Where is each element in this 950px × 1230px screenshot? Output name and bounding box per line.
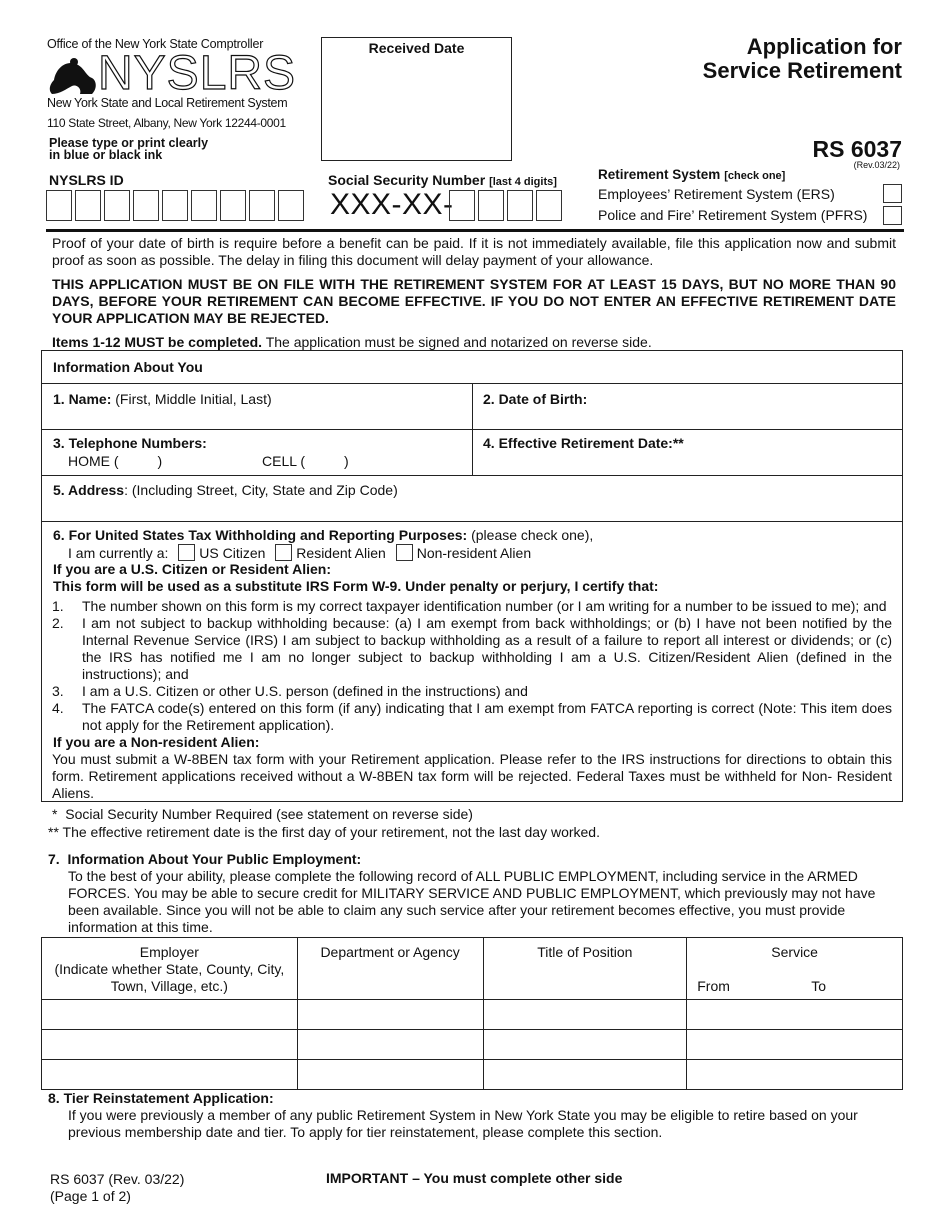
footer-page: (Page 1 of 2): [50, 1188, 131, 1204]
nonresident-text: You must submit a W-8BEN tax form with your Retirement application. Please refer to the IRS instructions for directions to obtain this form. Retirement applications received without a W-8BEN tax form will be rejected. Federal Taxes must be withheld for Non- Resident Aliens.: [52, 751, 892, 801]
service-header: Service From To: [687, 938, 903, 1000]
tax-heading: 6. For United States Tax Withholding and Reporting Purposes: (please check one),: [53, 527, 594, 543]
pfrs-option-label: Police and Fire’ Retirement System (PFRS): [598, 207, 868, 223]
system-name: New York State and Local Retirement System: [47, 96, 288, 110]
form-title-2: Service Retirement: [702, 58, 902, 83]
form-number: RS 6037: [812, 136, 902, 162]
form-revision: (Rev.03/22): [853, 160, 900, 170]
phone-field[interactable]: 3. Telephone Numbers: HOME ( ) CELL ( ): [53, 435, 349, 469]
certification-list: [52, 598, 892, 734]
name-field[interactable]: 1. Name: (First, Middle Initial, Last): [53, 391, 272, 407]
nonresident-heading: If you are a Non-resident Alien:: [53, 734, 260, 750]
department-header: Department or Agency: [297, 938, 483, 1000]
table-row[interactable]: [42, 1060, 903, 1090]
employment-text: To the best of your ability, please complete the following record of ALL PUBLIC EMPLOYMENT, including service in the ARMED FORCES. You may be able to secure credit for MILITARY SERVICE AND PUBLIC EMPLOYMENT, which previously may not have been available. Since you will not be able to claim any such service after your retirement becomes effective, you must provide information at this time.: [68, 868, 876, 935]
office-label: Office of the New York State Comptroller: [47, 37, 264, 51]
ers-checkbox[interactable]: [883, 184, 902, 203]
employment-heading: 7. Information About Your Public Employment:: [48, 851, 362, 867]
nonresident-alien-checkbox[interactable]: [396, 544, 413, 561]
nyslrs-id-field[interactable]: [46, 190, 304, 224]
system-address: 110 State Street, Albany, New York 12244-0001: [47, 116, 286, 130]
info-heading: Information About You: [53, 359, 203, 375]
home-phone: HOME ( ): [68, 453, 163, 469]
tier-heading: 8. Tier Reinstatement Application:: [48, 1090, 274, 1106]
footer-form-rev: RS 6037 (Rev. 03/22): [50, 1171, 185, 1187]
date-note: ** The effective retirement date is the first day of your retirement, not the last day worked.: [48, 824, 600, 840]
employer-header: Employer (Indicate whether State, County, City, Town, Village, etc.): [42, 938, 298, 1000]
table-row[interactable]: [42, 1000, 903, 1030]
address-field[interactable]: 5. Address: (Including Street, City, State and Zip Code): [53, 482, 398, 498]
items-required-note: Items 1-12 MUST be completed. The application must be signed and notarized on reverse side.: [52, 334, 652, 350]
nyslrs-id-label: NYSLRS ID: [49, 172, 124, 188]
ssn-label: Social Security Number [last 4 digits]: [328, 172, 557, 188]
ink-note-2: in blue or black ink: [49, 148, 163, 162]
service-to-label: To: [811, 978, 827, 994]
warning-text: THIS APPLICATION MUST BE ON FILE WITH THE RETIREMENT SYSTEM FOR AT LEAST 15 DAYS, BUT NO MORE THAN 90 DAYS, BEFORE YOUR RETIREMENT CAN BECOME EFFECTIVE. IF YOU DO NOT ENTER AN EFFECTIVE RETIREMENT DATE YOUR APPLICATION MAY BE REJECTED.: [52, 276, 896, 326]
pfrs-checkbox[interactable]: [883, 206, 902, 225]
ink-note-1: Please type or print clearly: [49, 136, 209, 150]
employment-table: [41, 937, 903, 1090]
tier-text: If you were previously a member of any public Retirement System in New York State you may be eligible to retire based on your previous membership date and tier. To apply for tier reinstatement, please complete this section.: [68, 1107, 858, 1140]
footer-important: IMPORTANT – You must complete other side: [326, 1170, 623, 1186]
table-row[interactable]: [42, 1030, 903, 1060]
form-title-1: Application for: [746, 34, 902, 59]
ssn-note: * Social Security Number Required (see statement on reverse side): [52, 806, 473, 822]
list-item: 2. I am not subject to backup withholding because: (a) I am exempt from back withholdings; or (b) I have not been notified by the Internal Revenue Service (IRS) I am subject to backup withholding as a result of a failure to report all interest or dividends; or (c) the IRS has notified me I am no longer subject to backup withholding I am a U.S. Citizen/Resident Alien (defined in the instructions); and: [52, 615, 892, 682]
list-item: 4. The FATCA code(s) entered on this form (if any) indicating that I am exempt from FATCA reporting is correct (Note: This item does not apply for the Retirement application).: [52, 700, 892, 733]
table-header-row: [42, 938, 903, 1000]
title-header: Title of Position: [483, 938, 687, 1000]
header-divider: [46, 229, 904, 232]
ssn-last4-field[interactable]: [449, 190, 562, 224]
nyslrs-logo: [46, 47, 297, 100]
proof-text: Proof of your date of birth is require before a benefit can be paid. If it is not immediately available, file this application now and submit proof as soon as possible. The delay in filing this document will delay payment of your allowance.: [52, 235, 896, 268]
retirement-system-label: Retirement System [check one]: [598, 167, 786, 182]
ers-option-label: Employees’ Retirement System (ERS): [598, 186, 835, 202]
effective-date-field[interactable]: 4. Effective Retirement Date:**: [472, 429, 904, 475]
cell-phone: CELL ( ): [262, 453, 349, 469]
received-date-label: Received Date: [368, 40, 465, 56]
list-item: 1. The number shown on this form is my correct taxpayer identification number (or I am writing for a number to be issued to me); and: [52, 598, 887, 614]
ssn-prefix: XXX-XX-: [330, 188, 454, 221]
logo-wordmark: NYSLRS: [98, 47, 297, 100]
citizen-heading: If you are a U.S. Citizen or Resident Alien:: [53, 561, 331, 577]
tax-status-options: I am currently a: US Citizen Resident Alien Non-resident Alien: [68, 545, 532, 561]
resident-alien-checkbox[interactable]: [275, 544, 292, 561]
list-item: 3. I am a U.S. Citizen or other U.S. person (defined in the instructions) and: [52, 683, 528, 699]
received-date-box[interactable]: [321, 37, 512, 161]
dob-field[interactable]: 2. Date of Birth:: [472, 383, 904, 429]
us-citizen-checkbox[interactable]: [178, 544, 195, 561]
w9-heading: This form will be used as a substitute IRS Form W-9. Under penalty or perjury, I certify that:: [53, 578, 659, 594]
service-from-label: From: [697, 978, 730, 994]
